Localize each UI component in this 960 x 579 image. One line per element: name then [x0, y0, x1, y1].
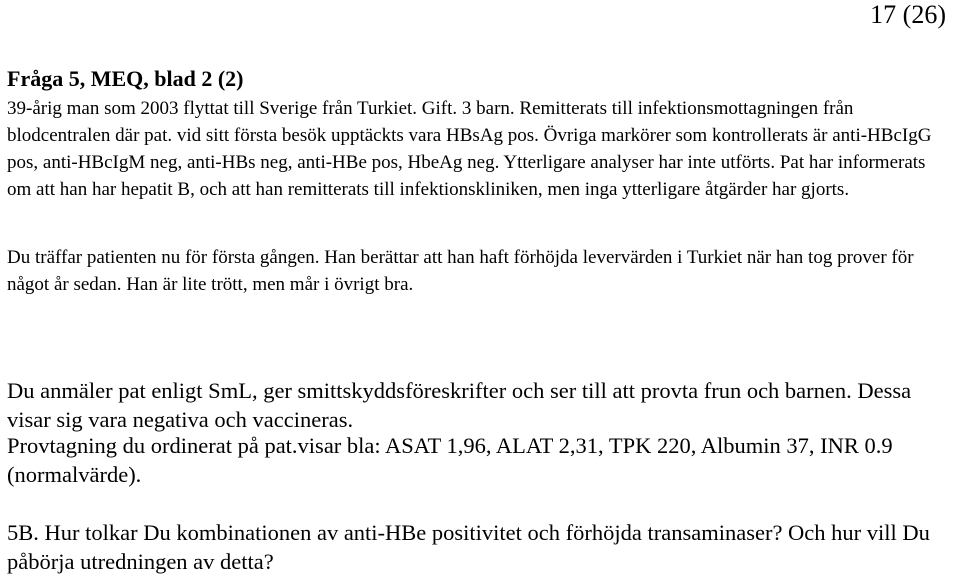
question-5b: 5B. Hur tolkar Du kombinationen av anti-HBe positivitet och förhöjda transaminaser? Och hur vill Du påbörja utredningen av detta? — [7, 520, 930, 574]
page-number: 17 (26) — [870, 0, 946, 29]
visit-paragraph: Du träffar patienten nu för första gången. Han berättar att han haft förhöjda levervärden i Turkiet när han tog prover för något år sedan. Han är lite trött, men mår i övrigt bra. — [7, 247, 914, 295]
question-title: Fråga 5, MEQ, blad 2 (2) — [7, 66, 244, 91]
lab-results-paragraph: Provtagning du ordinerat på pat.visar bla: ASAT 1,96, ALAT 2,31, TPK 220, Albumin 37, INR 0.9 (normalvärde). — [7, 433, 893, 487]
case-intro-paragraph: 39-årig man som 2003 flyttat till Sverige från Turkiet. Gift. 3 barn. Remitterats till infektionsmottagningen från blodcentralen där pat. vid sitt första besök upptäckts vara HBsAg pos. Övriga markörer som kontrollerats är anti-HBcIgG pos, anti-HBcIgM neg, anti-HBs neg, anti-HBe pos, HbeAg neg. Ytterligare analyser har inte utförts. Pat har informerats om att han har hepatit B, och att han remitterats till infektionskliniken, men inga ytterligare åtgärder har gjorts. — [7, 98, 932, 200]
report-paragraph: Du anmäler pat enligt SmL, ger smittskyddsföreskrifter och ser till att provta frun och barnen. Dessa visar sig vara negativa och vaccineras. — [7, 378, 912, 432]
